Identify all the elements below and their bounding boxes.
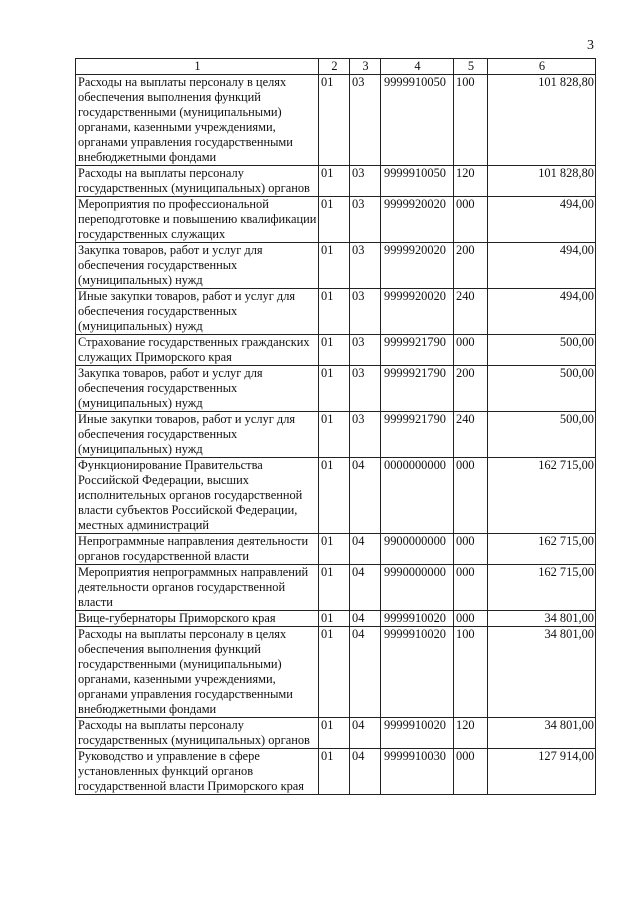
row-target-code: 9999921790 [381, 366, 454, 412]
row-name: Руководство и управление в сфере установленных функций органов государственной власти Приморского края [76, 749, 319, 795]
table-row [76, 289, 596, 335]
page-number: 3 [587, 38, 594, 53]
row-amount: 101 828,80 [488, 166, 596, 197]
row-amount: 500,00 [488, 335, 596, 366]
row-expense-type: 120 [454, 166, 488, 197]
table-row [76, 749, 596, 795]
table-row [76, 166, 596, 197]
row-amount: 494,00 [488, 197, 596, 243]
row-target-code: 9990000000 [381, 565, 454, 611]
row-amount: 101 828,80 [488, 75, 596, 166]
row-amount: 34 801,00 [488, 718, 596, 749]
row-target-code: 9999920020 [381, 243, 454, 289]
row-name: Расходы на выплаты персоналу государственных (муниципальных) органов [76, 718, 319, 749]
row-amount: 494,00 [488, 289, 596, 335]
row-subsection: 04 [350, 718, 381, 749]
row-subsection: 04 [350, 565, 381, 611]
row-amount: 162 715,00 [488, 534, 596, 565]
row-section: 01 [319, 718, 350, 749]
table-row [76, 718, 596, 749]
row-name: Непрограммные направления деятельности органов государственной власти [76, 534, 319, 565]
table-row [76, 197, 596, 243]
row-name: Расходы на выплаты персоналу в целях обеспечения выполнения функций государственными (муниципальными) органами, казенными учреждениями, органами управления государственными внебюджетными фондами [76, 75, 319, 166]
table-header-row [76, 59, 596, 75]
column-header-3: 3 [350, 59, 381, 75]
row-subsection: 04 [350, 458, 381, 534]
row-section: 01 [319, 166, 350, 197]
row-expense-type: 200 [454, 243, 488, 289]
table-row [76, 565, 596, 611]
row-target-code: 9999910020 [381, 611, 454, 627]
table-row [76, 335, 596, 366]
table-row [76, 458, 596, 534]
table-row [76, 534, 596, 565]
row-amount: 162 715,00 [488, 458, 596, 534]
table-row [76, 243, 596, 289]
row-subsection: 04 [350, 534, 381, 565]
table-row [76, 75, 596, 166]
row-target-code: 9999910050 [381, 166, 454, 197]
row-target-code: 9999921790 [381, 335, 454, 366]
row-expense-type: 200 [454, 366, 488, 412]
row-subsection: 03 [350, 289, 381, 335]
row-name: Вице-губернаторы Приморского края [76, 611, 319, 627]
row-amount: 34 801,00 [488, 627, 596, 718]
row-amount: 500,00 [488, 366, 596, 412]
row-section: 01 [319, 627, 350, 718]
row-subsection: 03 [350, 197, 381, 243]
column-header-4: 4 [381, 59, 454, 75]
row-expense-type: 240 [454, 289, 488, 335]
table-row [76, 366, 596, 412]
row-name: Закупка товаров, работ и услуг для обеспечения государственных (муниципальных) нужд [76, 243, 319, 289]
row-subsection: 04 [350, 611, 381, 627]
row-section: 01 [319, 534, 350, 565]
row-name: Иные закупки товаров, работ и услуг для обеспечения государственных (муниципальных) нужд [76, 412, 319, 458]
row-target-code: 9999910020 [381, 718, 454, 749]
row-expense-type: 000 [454, 335, 488, 366]
row-section: 01 [319, 75, 350, 166]
row-target-code: 9999910020 [381, 627, 454, 718]
row-name: Расходы на выплаты персоналу в целях обеспечения выполнения функций государственными (муниципальными) органами, казенными учреждениями, органами управления государственными внебюджетными фондами [76, 627, 319, 718]
row-section: 01 [319, 565, 350, 611]
table-row [76, 412, 596, 458]
row-expense-type: 000 [454, 565, 488, 611]
row-subsection: 03 [350, 75, 381, 166]
row-target-code: 0000000000 [381, 458, 454, 534]
row-amount: 500,00 [488, 412, 596, 458]
row-section: 01 [319, 197, 350, 243]
row-name: Страхование государственных гражданских служащих Приморского края [76, 335, 319, 366]
row-subsection: 03 [350, 366, 381, 412]
table-row [76, 627, 596, 718]
row-amount: 34 801,00 [488, 611, 596, 627]
column-header-5: 5 [454, 59, 488, 75]
row-subsection: 04 [350, 749, 381, 795]
column-header-6: 6 [488, 59, 596, 75]
row-name: Расходы на выплаты персоналу государственных (муниципальных) органов [76, 166, 319, 197]
row-expense-type: 100 [454, 75, 488, 166]
row-section: 01 [319, 289, 350, 335]
row-section: 01 [319, 458, 350, 534]
row-amount: 127 914,00 [488, 749, 596, 795]
row-target-code: 9900000000 [381, 534, 454, 565]
budget-table [75, 58, 596, 795]
row-expense-type: 000 [454, 197, 488, 243]
row-expense-type: 100 [454, 627, 488, 718]
column-header-1: 1 [76, 59, 319, 75]
column-header-2: 2 [319, 59, 350, 75]
row-amount: 494,00 [488, 243, 596, 289]
row-target-code: 9999910050 [381, 75, 454, 166]
row-name: Мероприятия по профессиональной переподготовке и повышению квалификации государственных служащих [76, 197, 319, 243]
row-expense-type: 000 [454, 749, 488, 795]
row-expense-type: 000 [454, 458, 488, 534]
row-section: 01 [319, 412, 350, 458]
row-name: Мероприятия непрограммных направлений деятельности органов государственной власти [76, 565, 319, 611]
row-name: Иные закупки товаров, работ и услуг для обеспечения государственных (муниципальных) нужд [76, 289, 319, 335]
row-name: Функционирование Правительства Российской Федерации, высших исполнительных органов государственной власти субъектов Российской Федерации, местных администраций [76, 458, 319, 534]
row-target-code: 9999910030 [381, 749, 454, 795]
row-target-code: 9999920020 [381, 197, 454, 243]
row-subsection: 03 [350, 412, 381, 458]
row-expense-type: 000 [454, 611, 488, 627]
row-target-code: 9999920020 [381, 289, 454, 335]
row-subsection: 03 [350, 166, 381, 197]
row-expense-type: 240 [454, 412, 488, 458]
row-expense-type: 000 [454, 534, 488, 565]
row-expense-type: 120 [454, 718, 488, 749]
row-name: Закупка товаров, работ и услуг для обеспечения государственных (муниципальных) нужд [76, 366, 319, 412]
row-subsection: 03 [350, 335, 381, 366]
row-section: 01 [319, 243, 350, 289]
row-section: 01 [319, 611, 350, 627]
row-subsection: 03 [350, 243, 381, 289]
row-subsection: 04 [350, 627, 381, 718]
row-amount: 162 715,00 [488, 565, 596, 611]
table-row [76, 611, 596, 627]
row-section: 01 [319, 366, 350, 412]
row-section: 01 [319, 335, 350, 366]
row-target-code: 9999921790 [381, 412, 454, 458]
row-section: 01 [319, 749, 350, 795]
